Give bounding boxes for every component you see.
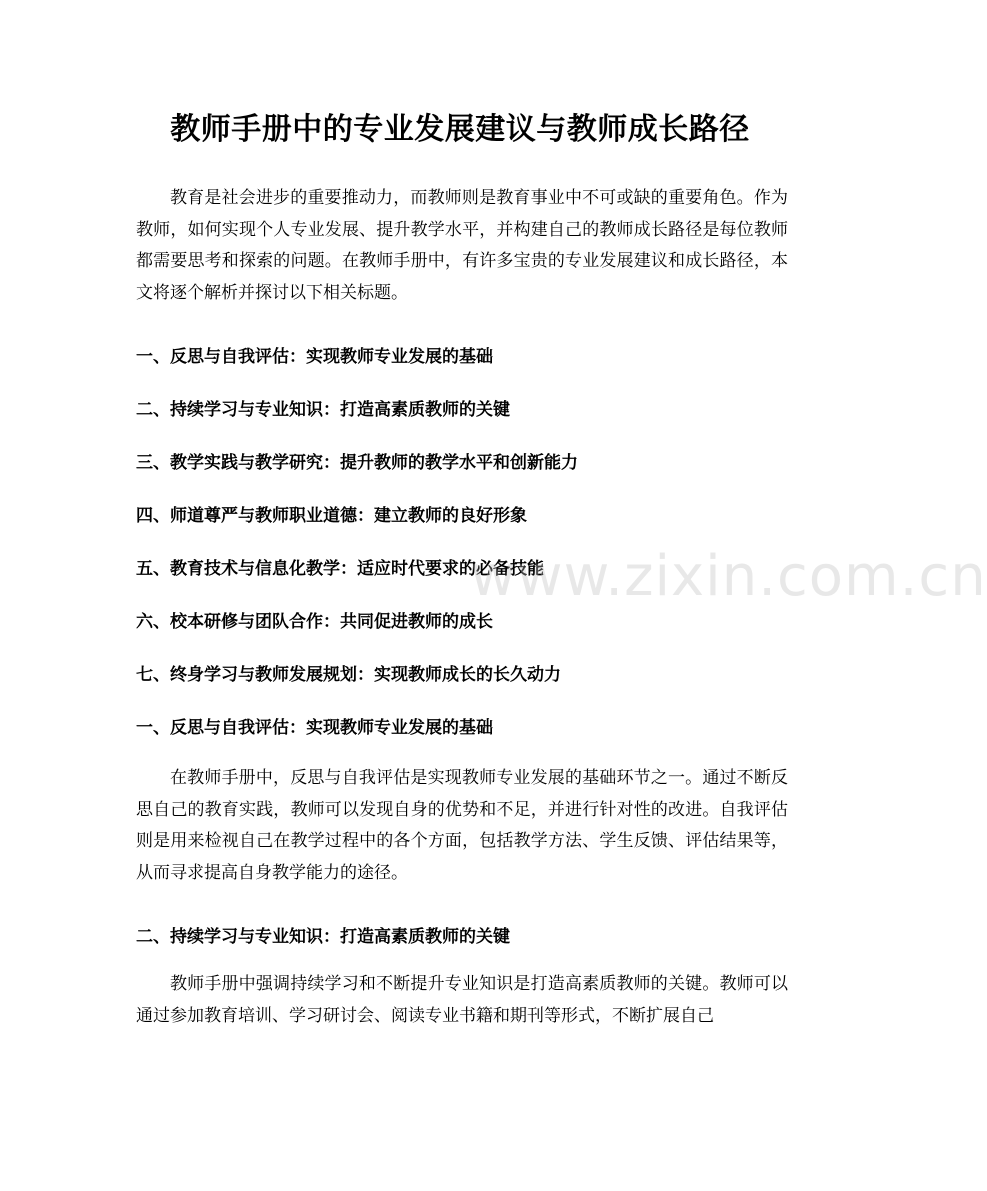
toc-item: 六、校本研修与团队合作：共同促进教师的成长 xyxy=(136,612,493,632)
section-body: 教师手册中强调持续学习和不断提升专业知识是打造高素质教师的关键。教师可以通过参加教育培训、学习研讨会、阅读专业书籍和期刊等形式，不断扩展自己 xyxy=(136,974,788,1026)
section-heading: 一、反思与自我评估：实现教师专业发展的基础 xyxy=(136,718,493,738)
intro-paragraph: 教育是社会进步的重要推动力，而教师则是教育事业中不可或缺的重要角色。作为教师，如何实现个人专业发展、提升教学水平，并构建自己的教师成长路径是每位教师都需要思考和探索的问题。在教师手册中，有许多宝贵的专业发展建议和成长路径，本文将逐个解析并探讨以下相关标题。 xyxy=(136,188,788,303)
toc-item: 三、教学实践与教学研究：提升教师的教学水平和创新能力 xyxy=(136,453,578,473)
toc-item: 一、反思与自我评估：实现教师专业发展的基础 xyxy=(136,347,493,367)
section-heading: 二、持续学习与专业知识：打造高素质教师的关键 xyxy=(136,927,510,947)
watermark: www.zixin.com.cn xyxy=(470,544,987,609)
toc-item: 七、终身学习与教师发展规划：实现教师成长的长久动力 xyxy=(136,665,561,685)
document-title: 教师手册中的专业发展建议与教师成长路径 xyxy=(170,112,750,147)
toc-item: 二、持续学习与专业知识：打造高素质教师的关键 xyxy=(136,400,510,420)
toc-item: 四、师道尊严与教师职业道德：建立教师的良好形象 xyxy=(136,506,527,526)
section-body: 在教师手册中，反思与自我评估是实现教师专业发展的基础环节之一。通过不断反思自己的教育实践，教师可以发现自身的优势和不足，并进行针对性的改进。自我评估则是用来检视自己在教学过程中的各个方面，包括教学方法、学生反馈、评估结果等，从而寻求提高自身教学能力的途径。 xyxy=(136,768,788,883)
toc-item: 五、教育技术与信息化教学：适应时代要求的必备技能 xyxy=(136,559,544,579)
